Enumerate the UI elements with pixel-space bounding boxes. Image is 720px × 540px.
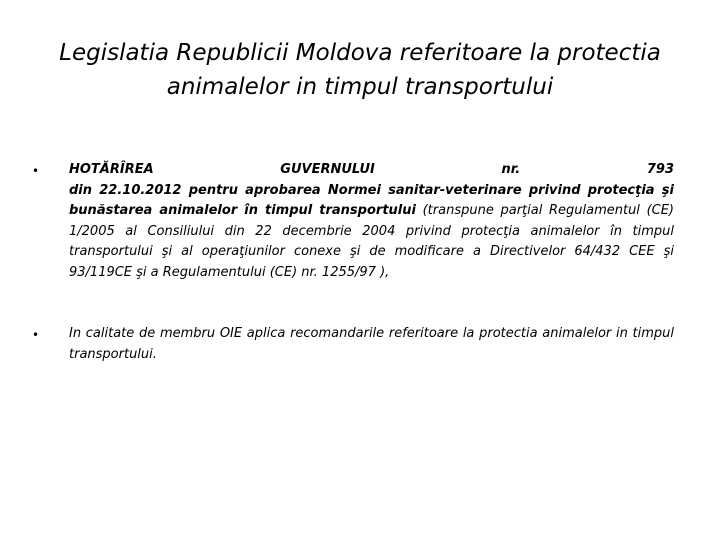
bullet-text: In calitate de membru OIE aplica recomandarile referitoare la protectia animalelor in timpul transportului.: [69, 326, 674, 362]
title-line-1: Legislatia Republicii Moldova referitoare la protectia: [59, 40, 661, 66]
bullet-marker: •: [32, 164, 40, 178]
bullet-item-oie: [32, 324, 674, 365]
heading-word: nr.: [501, 162, 521, 177]
decision-title: din 22.10.2012 pentru aprobarea Normei sanitar-veterinare privind protecţia şi bunăstarea animalelor în timpul transportului: [69, 182, 674, 218]
bullet-heading-line: [69, 160, 674, 181]
decision-note: (transpune parţial Regulamentul (CE) 1/2005 al Consiliului din 22 decembrie 2004 privind protecţia animalelor în timpul transportului şi al operaţiunilor conexe şi de modificare a Directivelor 64/432 CEE şi 93/119CE şi a Regulamentului (CE) nr. 1255/97 ),: [69, 203, 674, 280]
bullet-item-hotarirea: [32, 160, 674, 283]
slide-title: [40, 36, 680, 104]
title-line-2: animalelor in timpul transportului: [166, 74, 554, 100]
bullet-marker: •: [32, 328, 40, 342]
heading-word: 793: [646, 162, 674, 177]
heading-word: GUVERNULUI: [280, 162, 375, 177]
bullet-text: [69, 160, 674, 283]
heading-word: HOTĂRÎREA: [69, 162, 154, 177]
